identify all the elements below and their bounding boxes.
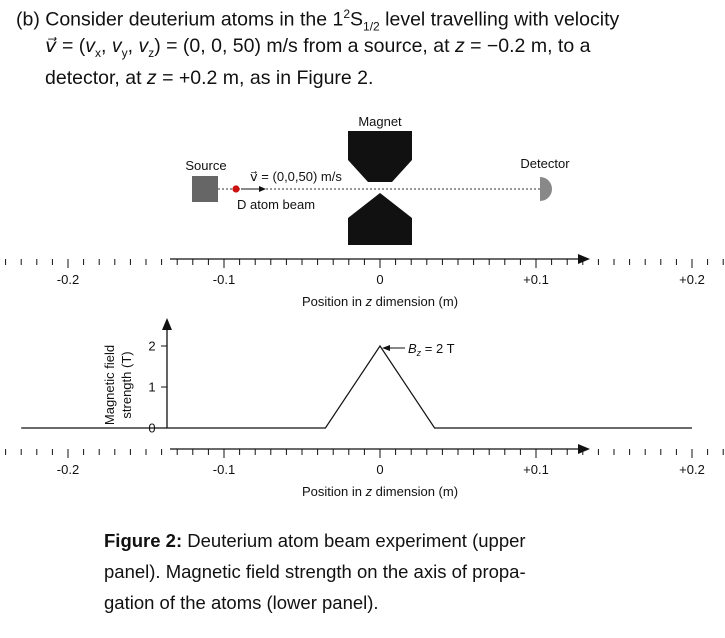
tick-label: -0.1 [212,272,236,287]
y-axis-label-1: Magnetic field [102,344,117,426]
lower-position-axis [0,444,723,477]
tick-label: 0 [376,272,384,287]
y-axis-arrowhead [162,318,172,330]
tick-label: -0.1 [212,462,236,477]
axis-arrowhead [578,254,590,264]
caption-line-2: panel). Magnetic field strength on the axis of propa- [104,561,526,582]
source-label: Source [185,158,227,173]
magnet-upper-pole [348,131,412,182]
y-tick-label: 1 [148,379,156,395]
question-line-2: v⃗ = ($v_x$, $v_y$, $v_z) = (0$, 0, 50) m/s from a source, at z = −0.2 m, to a [45,35,591,60]
tick-label: +0.1 [523,462,549,477]
caption-label: Figure 2: [104,530,183,551]
y-tick-label: 0 [148,420,156,436]
axis-arrowhead [578,444,590,454]
y-axis-ticks [148,339,167,436]
tick-label: -0.2 [56,272,80,287]
velocity-arrowhead [259,186,266,192]
source-block [192,176,218,202]
velocity-label: v⃗ = (0,0,50) m/s [250,169,342,184]
y-axis-label-2: strength (T) [119,351,134,419]
tick-label: +0.1 [523,272,549,287]
caption-line-1: Figure 2: Deuterium atom beam experiment (upper [104,530,526,551]
upper-axis-label: Position in z dimension (m) [301,294,459,309]
deuterium-atom [232,185,239,192]
question-line-1: (b) Consider deuterium atoms in the $1^2S_{1/2}$ level travelling with velocity [16,7,620,34]
caption-line-3: gation of the atoms (lower panel). [104,592,379,613]
tick-label: +0.2 [679,272,705,287]
magnet-lower-pole [348,193,412,245]
upper-position-axis [0,254,723,287]
detector-shape [540,177,552,201]
tick-label: +0.2 [679,462,705,477]
tick-label: 0 [376,462,384,477]
field-annotation: $B_z = 2$ T [408,341,455,358]
lower-axis-label: Position in z dimension (m) [301,484,459,499]
beam-label: D atom beam [237,197,316,212]
y-tick-label: 2 [148,338,156,354]
tick-label: -0.2 [56,462,80,477]
question-line-3: detector, at z = +0.2 m, as in Figure 2. [45,67,374,89]
magnet-label: Magnet [358,114,402,129]
detector-label: Detector [520,156,570,171]
